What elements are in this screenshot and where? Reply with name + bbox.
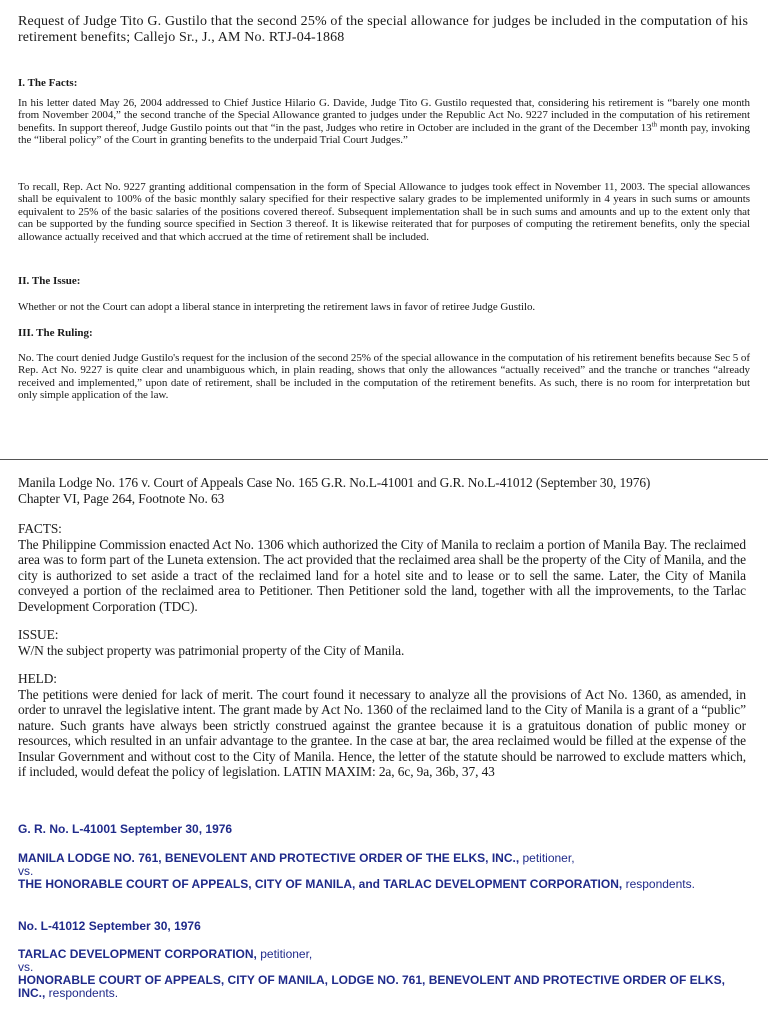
case2-title: Manila Lodge No. 176 v. Court of Appeals Case No. 165 G.R. No.L-41001 and G.R. No.L-41012 (September 30, 1976) Chapter VI, Page 264, Footnote No. 63: [18, 475, 651, 506]
gr1-vs: vs.: [18, 864, 34, 878]
gr1-heading: G. R. No. L-41001 September 30, 1976: [18, 822, 233, 836]
case2-held: [18, 671, 746, 780]
facts-paragraph-1: In his letter dated May 26, 2004 addressed to Chief Justice Hilario G. Davide, Judge Tito G. Gustilo requested that, considering his retirement is “barely one month from November 2004,” the second tranche of the Special Allowance granted to judges under the Republic Act No. 9227 included in the computation of his retirement benefits. In support thereof, Judge Gustilo points out that “in the past, Judges who retire in October are included in the grant of the December 13th month pay, invoking the “liberal policy” of the Court in granting benefits to the underpaid Trial Court Judges.”: [18, 97, 750, 147]
gr1-respondents: THE HONORABLE COURT OF APPEALS, CITY OF MANILA, and TARLAC DEVELOPMENT CORPORATION,: [18, 877, 623, 891]
issue-text: Whether or not the Court can adopt a liberal stance in interpreting the retirement laws in favor of retiree Judge Gustilo.: [18, 301, 536, 313]
gr2-vs: vs.: [18, 960, 34, 974]
gr2-respondents: HONORABLE COURT OF APPEALS, CITY OF MANILA, LODGE NO. 761, BENEVOLENT AND PROTECTIVE ORDER OF ELKS, INC.,: [18, 973, 725, 1000]
gr1-caption: MANILA LODGE NO. 761, BENEVOLENT AND PROTECTIVE ORDER OF THE ELKS, INC., petitioner, vs. THE HONORABLE COURT OF APPEALS, CITY OF MANILA, and TARLAC DEVELOPMENT CORPORATION, respondents.: [18, 852, 748, 891]
held-text: The petitions were denied for lack of merit. The court found it necessary to analyze all the provisions of Act No. 1360, as amended, in order to unravel the legislative intent. The grant made by Act No. 1360 of the reclaimed land to the City of Manila is a grant of a “public” nature. Such grants have always been strictly construed against the grantee because it is a gratuitous donation of public money or resources, which resulted in an unfair advantage to the grantee. In the case at bar, the area reclaimed would be filled at the expense of the Insular Government and without cost to the City of Manila. Hence, the letter of the statute should be narrowed to exclude matters which, if included, would defeat the policy of legislation. LATIN MAXIM: 2a, 6c, 9a, 36b, 37, 43: [18, 686, 746, 779]
case2-facts: [18, 521, 746, 614]
issue-label: ISSUE:: [18, 627, 59, 642]
section-divider: [0, 459, 768, 460]
ruling-text: No. The court denied Judge Gustilo's request for the inclusion of the second 25% of the special allowance in the computation of his retirement benefits because Sec 5 of Rep. Act No. 9227 is quite clear and unambiguous which, in plain reading, shows that only the allowances “actually received” and the tranche or tranches “already received and implemented,” upon date of retirement, shall be included in the computation of the retirement benefits. As such, there is no room for interpretation but only simple application of the law.: [18, 352, 750, 402]
held-label: HELD:: [18, 671, 57, 686]
facts-label: FACTS:: [18, 521, 62, 536]
ruling-heading: III. The Ruling:: [18, 327, 93, 339]
issue-heading: II. The Issue:: [18, 275, 81, 287]
facts-text: The Philippine Commission enacted Act No. 1306 which authorized the City of Manila to reclaim a portion of Manila Bay. The reclaimed area was to form part of the Luneta extension. The act provided that the reclaimed area shall be the property of the City of Manila, and the city is authorized to set aside a tract of the reclaimed land for a hotel site and to lease or to sell the same. Later, the City of Manila conveyed a portion of the reclaimed area to Petitioner. Then Petitioner sold the land, together with all the improvements, to the Tarlac Development Corporation (TDC).: [18, 536, 746, 614]
gr1-petitioner: MANILA LODGE NO. 761, BENEVOLENT AND PROTECTIVE ORDER OF THE ELKS, INC.,: [18, 851, 520, 865]
facts-heading: I. The Facts:: [18, 77, 78, 89]
gr2-caption: TARLAC DEVELOPMENT CORPORATION, petitioner, vs. HONORABLE COURT OF APPEALS, CITY OF MANILA, LODGE NO. 761, BENEVOLENT AND PROTECTIVE ORDER OF ELKS, INC., respondents.: [18, 948, 748, 1000]
ordinal-suffix: th: [651, 120, 657, 129]
gr2-petitioner: TARLAC DEVELOPMENT CORPORATION,: [18, 947, 257, 961]
case2-issue: [18, 627, 746, 658]
gr2-heading: No. L-41012 September 30, 1976: [18, 919, 201, 933]
issue-text: W/N the subject property was patrimonial property of the City of Manila.: [18, 642, 405, 658]
facts-paragraph-2: To recall, Rep. Act No. 9227 granting additional compensation in the form of Special Allowance to judges took effect in November 11, 2003. The special allowances shall be equivalent to 100% of the basic monthly salary specified for their respective salary grades to be implemented uniformly in 4 years in such sums or amounts equivalent to 25% of the basic salaries of the positions covered thereof. Subsequent implementation shall be in such sums and amounts and up to the extent only that can be supported by the funding source specified in Section 3 thereof. It is likewise reiterated that for purposes of computing the retirement benefits, only the special allowance actually received and that which accrued at the time of retirement shall be included.: [18, 181, 750, 243]
case1-title: Request of Judge Tito G. Gustilo that the second 25% of the special allowance for judges be included in the computation of his retirement benefits; Callejo Sr., J., AM No. RTJ-04-1868: [18, 14, 749, 45]
